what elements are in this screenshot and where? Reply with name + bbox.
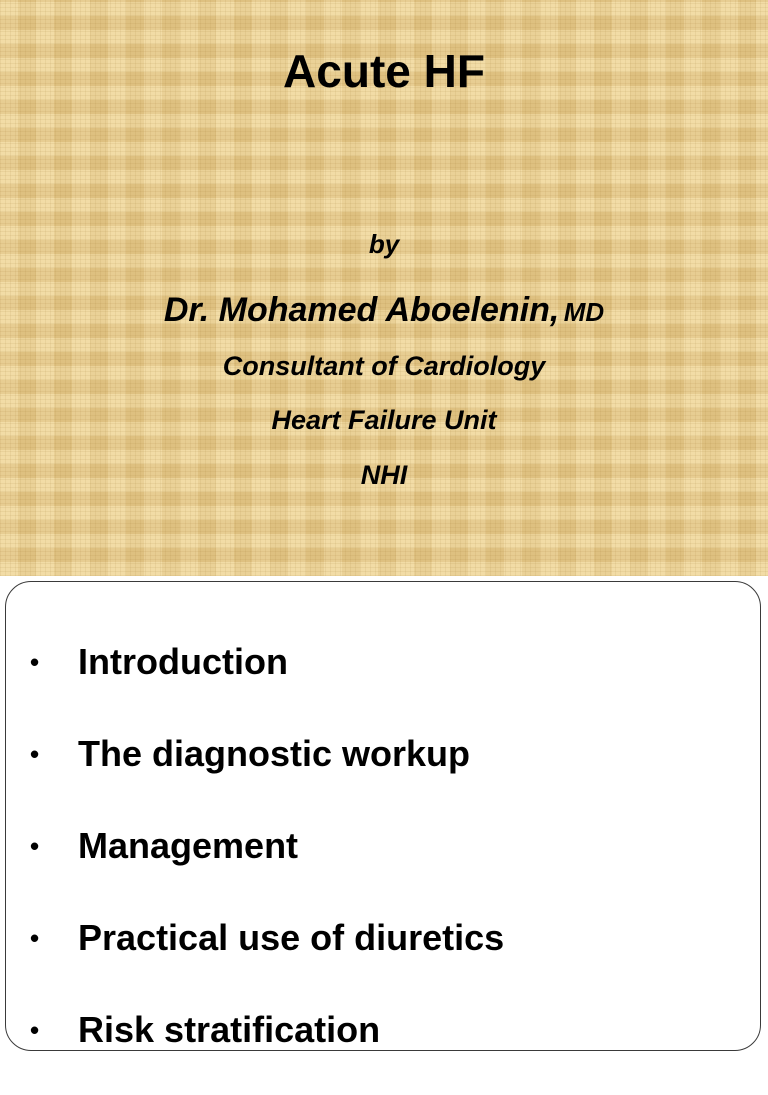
outline-list [6,635,760,1095]
list-item-text: The diagnostic workup [78,733,471,774]
author-institution: NHI [360,460,408,490]
author-name: Dr. Mohamed Aboelenin, [163,291,560,329]
author-unit: Heart Failure Unit [271,405,497,435]
list-item [6,1003,760,1095]
by-label: by [368,229,400,259]
list-item-text: Risk stratification [78,1009,381,1050]
list-item-text: Practical use of diuretics [78,917,505,958]
slide-title: Acute HF [283,45,485,97]
list-item-text: Management [78,825,299,866]
list-item [6,635,760,727]
outline-slide [5,581,761,1051]
author-role: Consultant of Cardiology [222,351,546,381]
list-item-text: Introduction [78,641,288,682]
bullet-icon: • [30,923,40,953]
author-line [0,288,768,339]
list-item [6,819,760,911]
author-degree: MD [563,297,605,327]
bullet-icon: • [30,647,40,677]
bullet-icon: • [30,1015,40,1045]
list-item [6,727,760,819]
bullet-icon: • [30,831,40,861]
list-item [6,911,760,1003]
bullet-icon: • [30,739,40,769]
